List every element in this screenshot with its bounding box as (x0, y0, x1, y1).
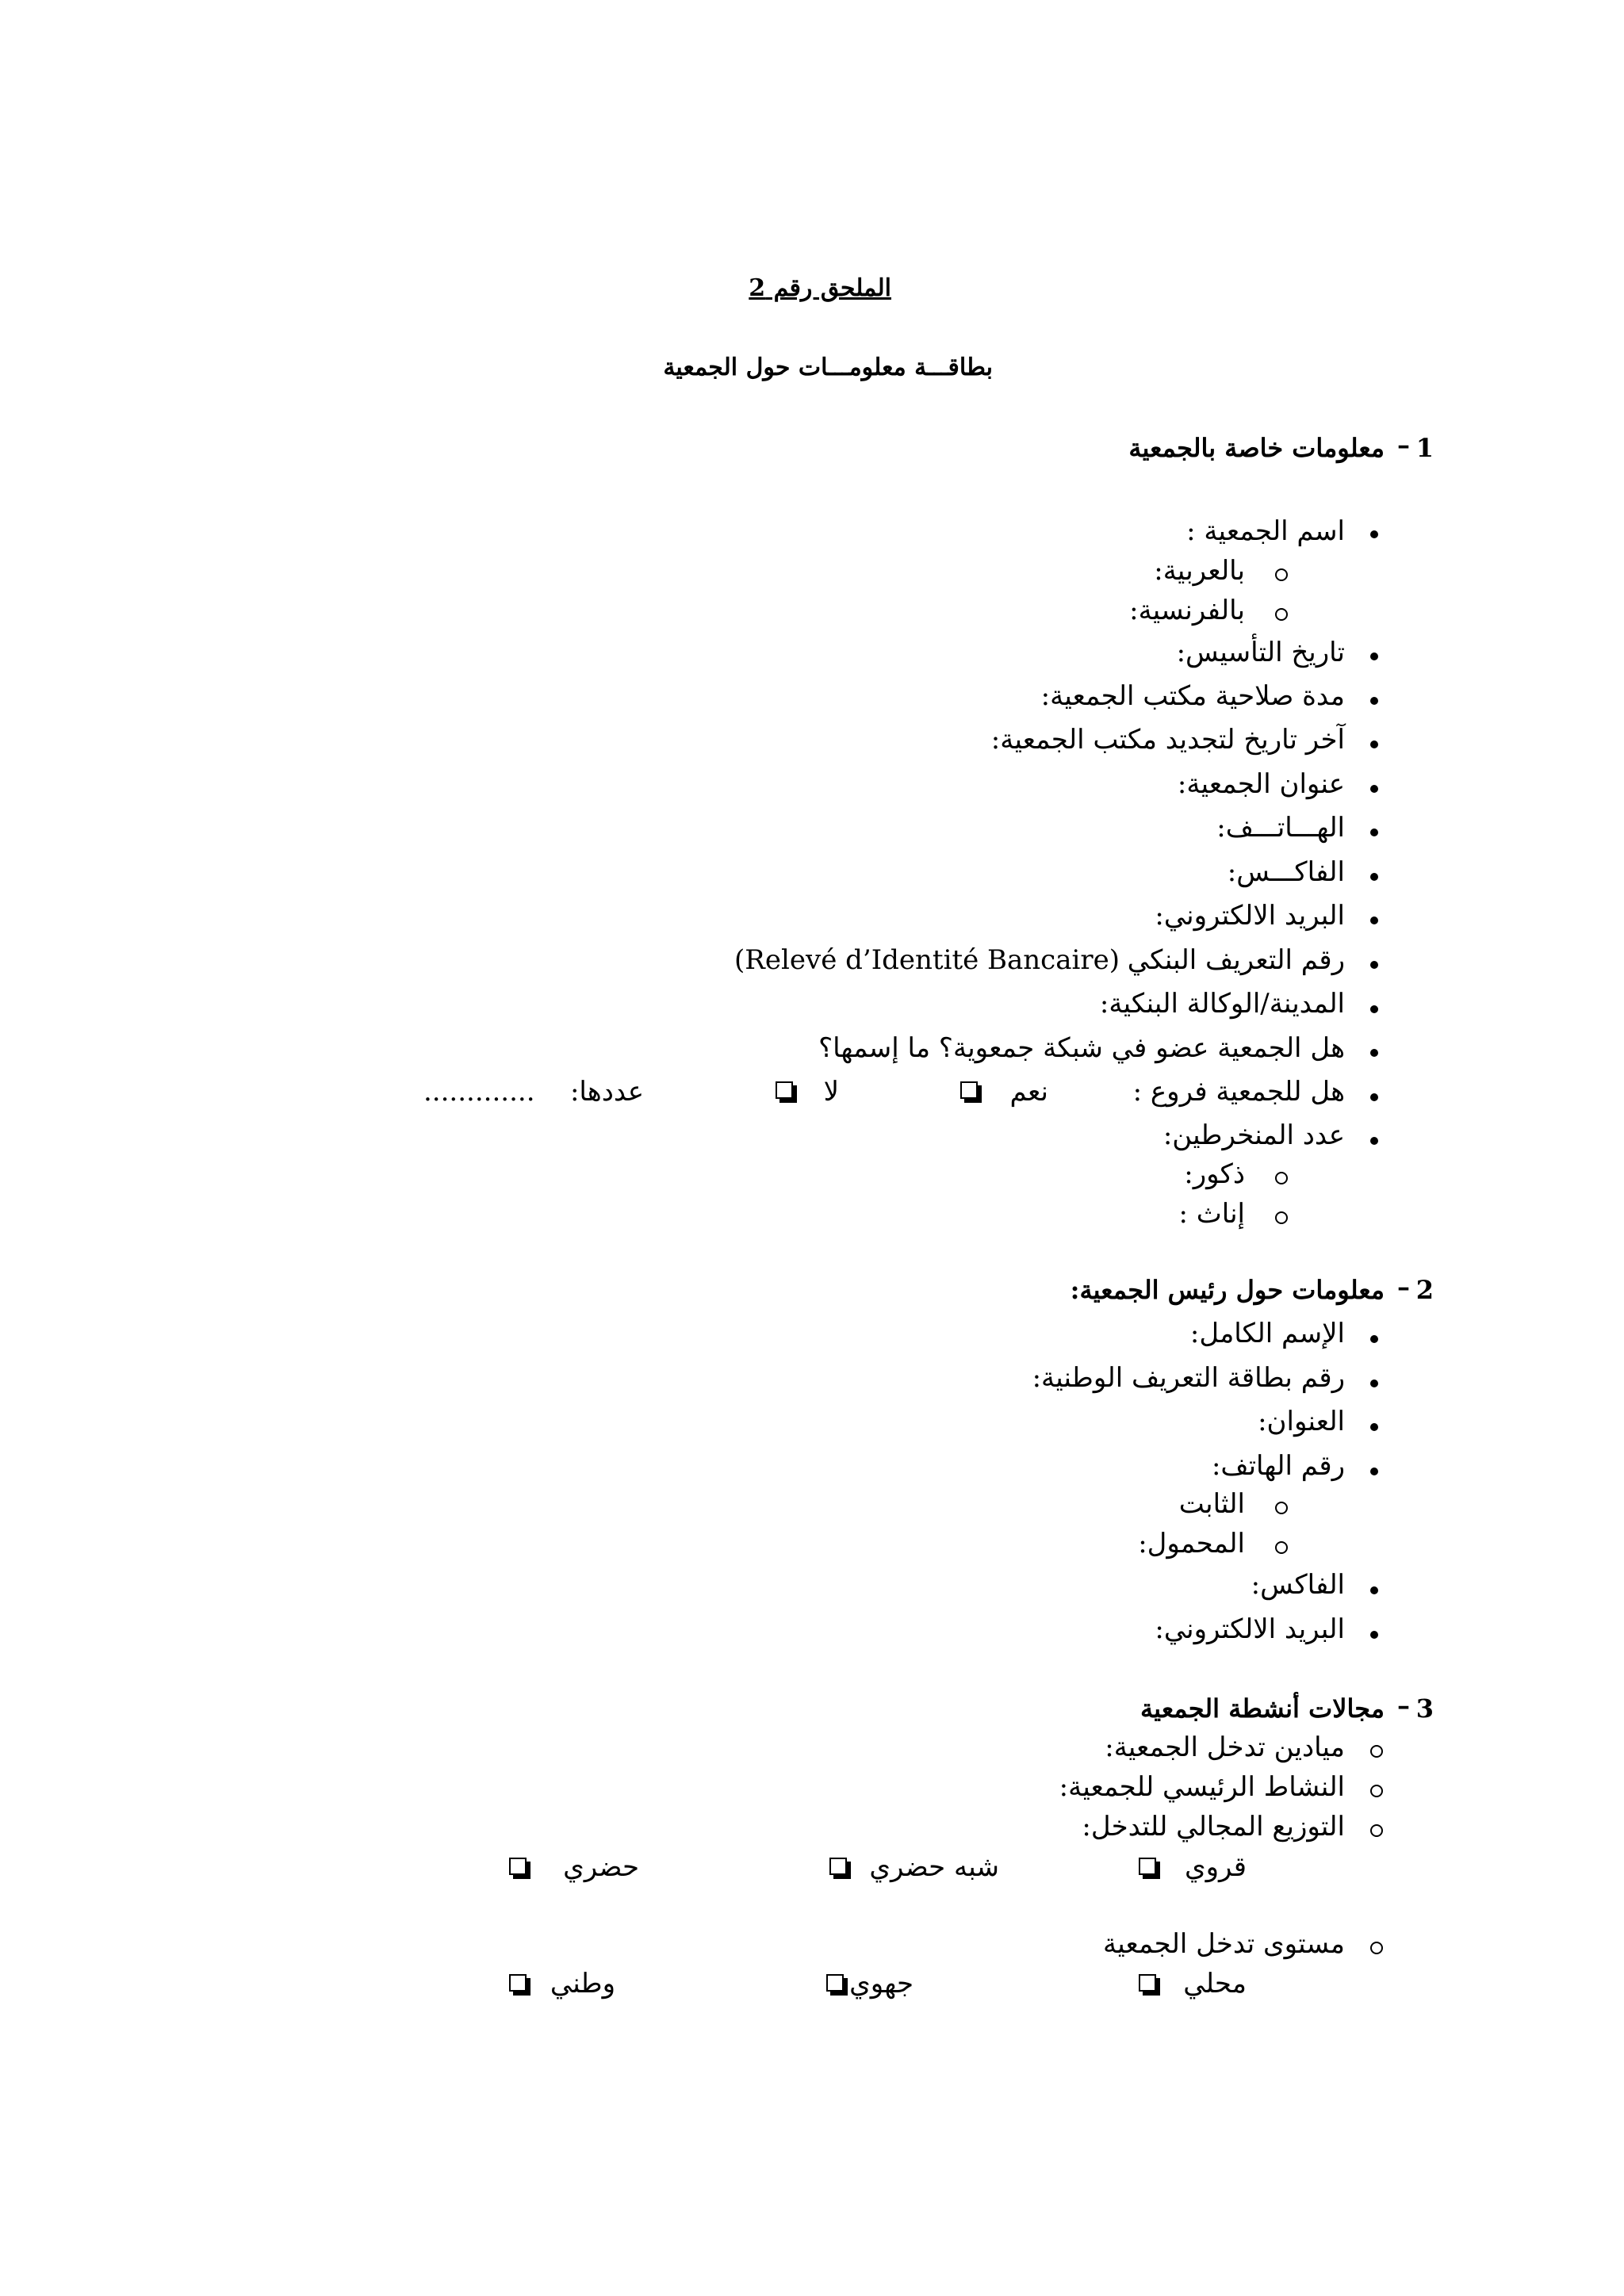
no-label: لا (823, 1076, 839, 1108)
landline-label: الثابت (1178, 1488, 1245, 1520)
office-validity-label: مدة صلاحية مكتب الجمعية: (1040, 680, 1345, 712)
circle-bullet (1370, 1942, 1383, 1954)
section1-heading: معلومات خاصة بالجمعية (1128, 433, 1385, 463)
name-arabic-label: بالعربية: (1154, 555, 1245, 587)
bullet (1370, 785, 1378, 793)
network-label: هل الجمعية عضو في شبكة جمعوية؟ ما إسمها؟ (818, 1032, 1345, 1064)
bullet (1370, 1631, 1378, 1639)
section3-number: 3 (1415, 1693, 1434, 1724)
local-checkbox[interactable] (1139, 1974, 1156, 1992)
circle-bullet (1275, 1541, 1288, 1554)
bullet (1370, 828, 1378, 836)
circle-bullet (1275, 1502, 1288, 1514)
circle-bullet (1370, 1824, 1383, 1837)
bullet (1370, 530, 1378, 538)
bullet (1370, 873, 1378, 881)
bullet (1370, 1586, 1378, 1594)
president-name-label: الإسم الكامل: (1189, 1318, 1345, 1349)
last-renewal-label: آخر تاريخ لتجديد مكتب الجمعية: (990, 724, 1345, 756)
bullet (1370, 1380, 1378, 1387)
bullet (1370, 961, 1378, 969)
bullet (1370, 1423, 1378, 1431)
document-title: الملحق رقم 2 (749, 274, 891, 302)
section1-number: 1 (1415, 433, 1434, 463)
founding-date-label: تاريخ التأسيس: (1176, 637, 1345, 668)
president-fax-label: الفاكس: (1251, 1569, 1345, 1601)
main-activity-label: النشاط الرئيسي للجمعية: (1059, 1771, 1345, 1803)
semi-urban-checkbox[interactable] (829, 1858, 847, 1875)
branches-count-label: عددها: (569, 1076, 644, 1108)
regional-checkbox[interactable] (826, 1974, 844, 1992)
local-label: محلي (1183, 1968, 1247, 1999)
association-name-label: اسم الجمعية : (1186, 515, 1345, 547)
bullet (1370, 1137, 1378, 1145)
phone-label: الهـــاتـــف: (1216, 812, 1345, 844)
section1-dash: – (1397, 430, 1410, 460)
rib-french-label: (Relevé d’Identité Bancaire) (734, 944, 1120, 976)
females-label: إناث : (1178, 1198, 1245, 1230)
document-subtitle: بطاقـــة معلومـــات حول الجمعية (663, 354, 993, 381)
bullet (1370, 916, 1378, 924)
section2-number: 2 (1415, 1275, 1434, 1305)
yes-checkbox[interactable] (960, 1081, 978, 1099)
bank-agency-label: المدينة/الوكالة البنكية: (1099, 988, 1345, 1020)
email-label: البريد الالكتروني: (1155, 900, 1345, 932)
circle-bullet (1370, 1745, 1383, 1758)
section3-heading: مجالات أنشطة الجمعية (1140, 1693, 1385, 1724)
rural-label: قروي (1184, 1851, 1247, 1883)
circle-bullet (1275, 1172, 1288, 1184)
mobile-label: المحمول: (1138, 1528, 1245, 1559)
intervention-level-label: مستوى تدخل الجمعية (1103, 1928, 1345, 1960)
president-phone-label: رقم الهاتف: (1211, 1450, 1345, 1482)
urban-checkbox[interactable] (509, 1858, 527, 1875)
no-checkbox[interactable] (776, 1081, 793, 1099)
circle-bullet (1275, 568, 1288, 581)
address-label: عنوان الجمعية: (1177, 768, 1345, 800)
males-label: ذكور: (1184, 1158, 1245, 1190)
circle-bullet (1275, 1211, 1288, 1224)
bullet (1370, 1049, 1378, 1057)
circle-bullet (1370, 1785, 1383, 1797)
semi-urban-label: شبه حضري (869, 1851, 999, 1883)
rib-label: رقم التعريف البنكي (1127, 944, 1345, 976)
members-label: عدد المنخرطين: (1162, 1119, 1345, 1151)
bullet (1370, 1005, 1378, 1013)
name-french-label: بالفرنسية: (1129, 595, 1245, 626)
national-label: وطني (550, 1968, 615, 1999)
yes-label: نعم (1009, 1076, 1048, 1108)
bullet (1370, 652, 1378, 660)
national-checkbox[interactable] (509, 1974, 527, 1992)
bullet (1370, 740, 1378, 748)
fax-label: الفاكـــس: (1227, 856, 1345, 888)
president-address-label: العنوان: (1258, 1406, 1345, 1437)
president-email-label: البريد الالكتروني: (1155, 1613, 1345, 1645)
circle-bullet (1275, 608, 1288, 621)
intervention-fields-label: ميادين تدخل الجمعية: (1105, 1732, 1345, 1763)
bullet (1370, 1335, 1378, 1343)
bullet (1370, 1093, 1378, 1101)
branches-count-field[interactable]: ............. (423, 1076, 535, 1108)
bullet (1370, 697, 1378, 705)
section2-dash: – (1397, 1272, 1410, 1302)
section2-heading: معلومات حول رئيس الجمعية: (1070, 1275, 1385, 1305)
section3-dash: – (1397, 1690, 1410, 1720)
rural-checkbox[interactable] (1139, 1858, 1156, 1875)
urban-label: حضري (563, 1851, 639, 1883)
regional-label: جهوي (849, 1968, 914, 1999)
president-id-label: رقم بطاقة التعريف الوطنية: (1032, 1362, 1345, 1394)
branches-label: هل للجمعية فروع : (1132, 1076, 1345, 1108)
spatial-distribution-label: التوزيع المجالي للتدخل: (1082, 1811, 1345, 1843)
bullet (1370, 1468, 1378, 1475)
